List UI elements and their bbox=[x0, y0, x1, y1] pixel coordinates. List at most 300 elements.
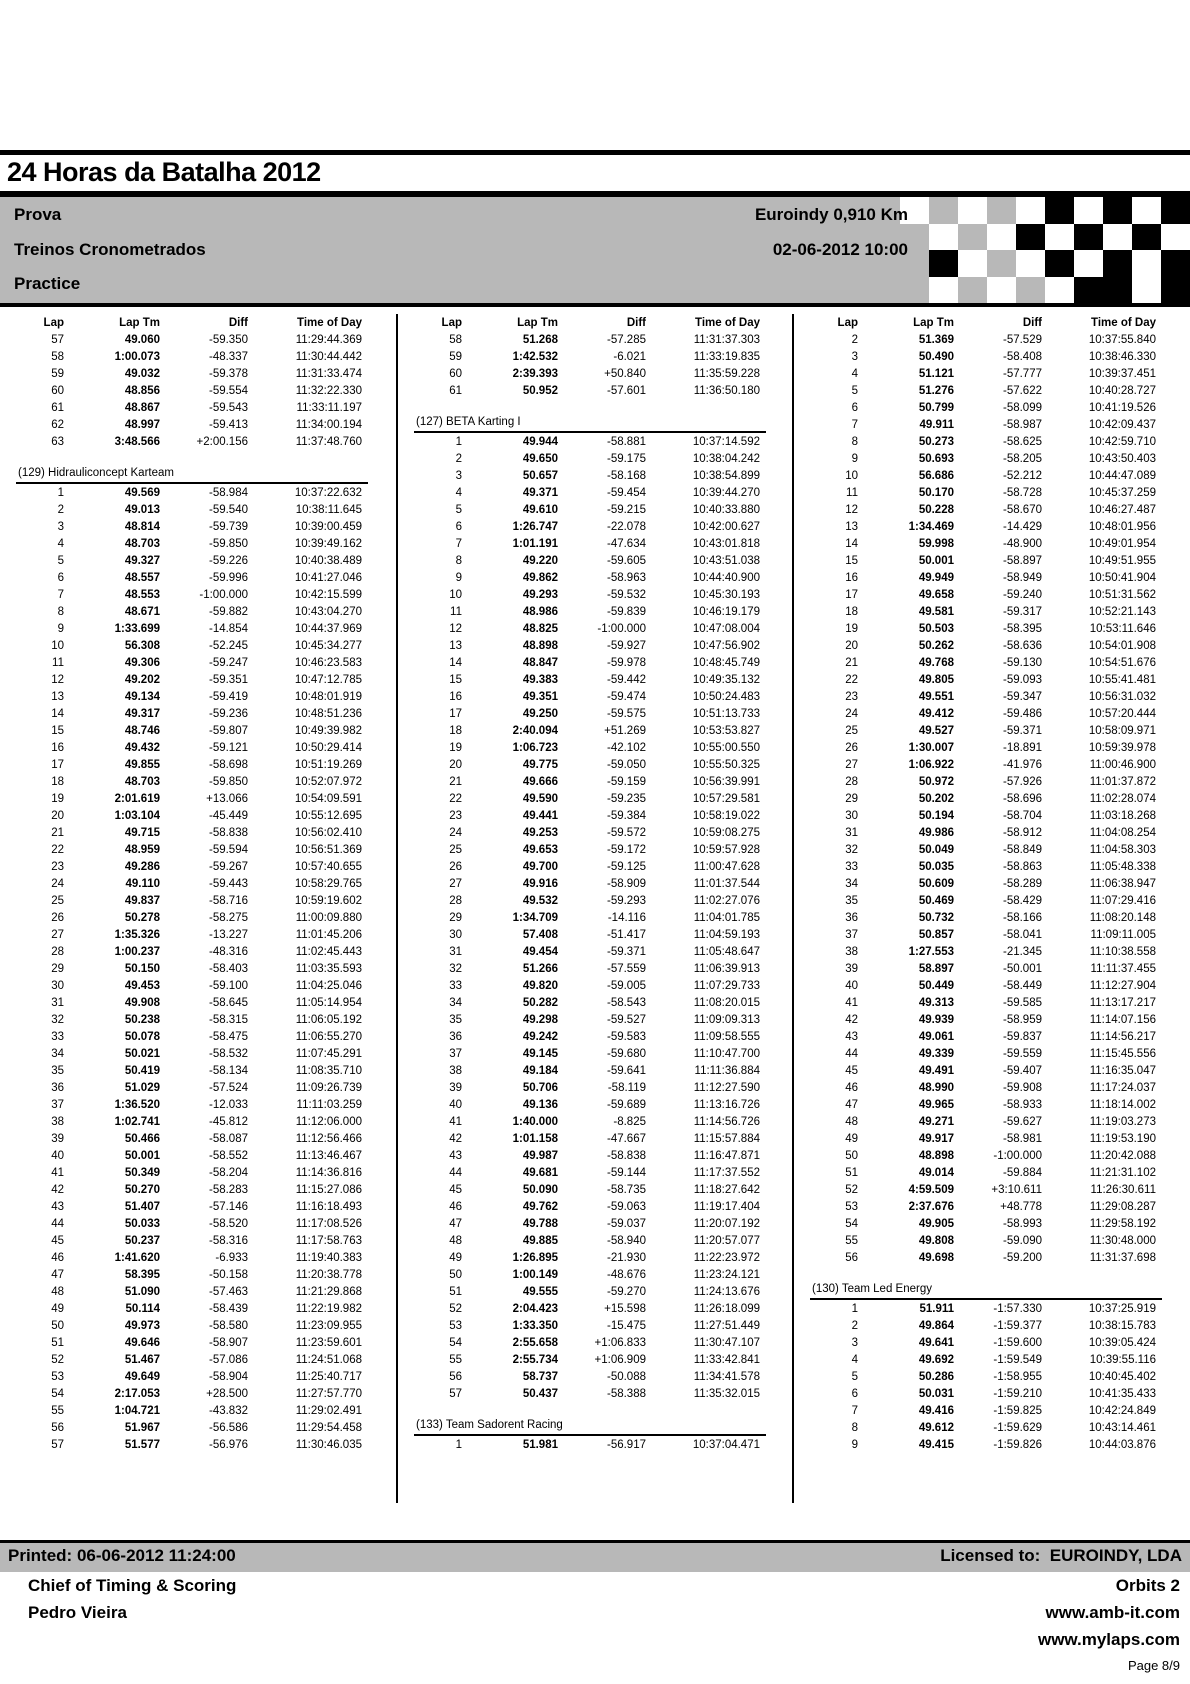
lap-row bbox=[16, 399, 386, 416]
lap-row bbox=[810, 739, 1178, 756]
page-footer bbox=[0, 1540, 1190, 1677]
column-header-diff: Diff bbox=[626, 316, 646, 329]
lap-row bbox=[16, 892, 386, 909]
time-of-day-cell: 11:22:19.982 bbox=[295, 1302, 362, 1315]
flag-square bbox=[1045, 250, 1074, 277]
time-of-day-cell: 10:43:04.270 bbox=[294, 605, 362, 618]
lap-time-cell: 48.986 bbox=[522, 605, 558, 618]
time-of-day-cell: 10:57:29.581 bbox=[692, 792, 760, 805]
lap-number-cell: 9 bbox=[851, 1438, 858, 1451]
diff-cell: -48.316 bbox=[208, 945, 248, 958]
lap-row bbox=[16, 1062, 386, 1079]
column-header-timeofday: Time of Day bbox=[1091, 316, 1156, 329]
lap-time-cell: 49.415 bbox=[918, 1438, 954, 1451]
lap-row bbox=[414, 1436, 782, 1453]
lap-number-cell: 18 bbox=[845, 605, 858, 618]
timing-column-3 bbox=[792, 314, 1188, 1503]
lap-row bbox=[414, 994, 782, 1011]
lap-time-cell: 58.395 bbox=[124, 1268, 160, 1281]
lap-row bbox=[414, 841, 782, 858]
lap-row bbox=[810, 365, 1178, 382]
lap-row bbox=[414, 654, 782, 671]
flag-square bbox=[1161, 277, 1190, 304]
lap-row bbox=[414, 1317, 782, 1334]
lap-number-cell: 37 bbox=[449, 1047, 462, 1060]
lap-time-cell: 50.952 bbox=[522, 384, 558, 397]
lap-row bbox=[414, 1062, 782, 1079]
time-of-day-cell: 11:18:27.642 bbox=[693, 1183, 760, 1196]
lap-row bbox=[810, 1079, 1178, 1096]
diff-cell: -59.005 bbox=[606, 979, 646, 992]
lap-time-cell: 50.114 bbox=[125, 1302, 160, 1315]
lap-number-cell: 46 bbox=[449, 1200, 462, 1213]
lap-row bbox=[16, 977, 386, 994]
lap-row bbox=[810, 1011, 1178, 1028]
lap-time-cell: 50.202 bbox=[918, 792, 954, 805]
lap-time-cell: 51.266 bbox=[522, 962, 558, 975]
lap-row bbox=[16, 807, 386, 824]
lap-number-cell: 40 bbox=[51, 1149, 64, 1162]
lap-number-cell: 24 bbox=[449, 826, 462, 839]
lap-row bbox=[16, 1181, 386, 1198]
lap-row bbox=[16, 586, 386, 603]
lap-number-cell: 23 bbox=[51, 860, 64, 873]
lap-row bbox=[16, 688, 386, 705]
lap-number-cell: 16 bbox=[449, 690, 462, 703]
lap-number-cell: 49 bbox=[449, 1251, 462, 1264]
lap-row bbox=[810, 1351, 1178, 1368]
lap-number-cell: 59 bbox=[449, 350, 462, 363]
lap-time-cell: 49.658 bbox=[918, 588, 954, 601]
diff-cell: -58.904 bbox=[208, 1370, 248, 1383]
lap-row bbox=[810, 620, 1178, 637]
header-fields bbox=[0, 197, 908, 303]
flag-square bbox=[1132, 197, 1161, 224]
diff-cell: +3:10.611 bbox=[991, 1183, 1042, 1196]
time-of-day-cell: 11:09:09.313 bbox=[693, 1013, 760, 1026]
diff-cell: -57.285 bbox=[606, 333, 646, 346]
lap-row bbox=[810, 1147, 1178, 1164]
footer-line bbox=[0, 1599, 1190, 1626]
lap-time-cell: 56.686 bbox=[918, 469, 954, 482]
diff-cell: -52.212 bbox=[1002, 469, 1042, 482]
lap-time-cell: 49.313 bbox=[918, 996, 954, 1009]
flag-square bbox=[1074, 277, 1103, 304]
time-of-day-cell: 10:40:38.489 bbox=[294, 554, 362, 567]
lap-time-cell: 48.703 bbox=[124, 775, 160, 788]
lap-time-cell: 51.967 bbox=[124, 1421, 160, 1434]
time-of-day-cell: 11:04:59.193 bbox=[693, 928, 760, 941]
time-of-day-cell: 10:45:30.193 bbox=[692, 588, 760, 601]
lap-row bbox=[414, 365, 782, 382]
time-of-day-cell: 10:55:12.695 bbox=[294, 809, 362, 822]
time-of-day-cell: 11:08:20.015 bbox=[693, 996, 760, 1009]
diff-cell: -57.146 bbox=[208, 1200, 248, 1213]
time-of-day-cell: 11:14:07.156 bbox=[1089, 1013, 1156, 1026]
lap-number-cell: 44 bbox=[449, 1166, 462, 1179]
time-of-day-cell: 10:40:45.402 bbox=[1088, 1370, 1156, 1383]
diff-cell: -59.884 bbox=[1002, 1166, 1042, 1179]
lap-number-cell: 63 bbox=[51, 435, 64, 448]
lap-time-cell: 49.532 bbox=[522, 894, 558, 907]
footer-right-text: Orbits 2 bbox=[1115, 1575, 1180, 1595]
lap-time-cell: 49.649 bbox=[124, 1370, 160, 1383]
lap-row bbox=[414, 1181, 782, 1198]
diff-cell: -58.698 bbox=[208, 758, 248, 771]
lap-time-cell: 50.273 bbox=[918, 435, 954, 448]
time-of-day-cell: 11:21:31.102 bbox=[1089, 1166, 1156, 1179]
lap-number-cell: 34 bbox=[51, 1047, 64, 1060]
diff-cell: -57.926 bbox=[1002, 775, 1042, 788]
diff-cell: -59.641 bbox=[606, 1064, 646, 1077]
time-of-day-cell: 10:44:40.900 bbox=[692, 571, 760, 584]
diff-cell: -58.283 bbox=[208, 1183, 248, 1196]
lap-time-cell: 49.939 bbox=[918, 1013, 954, 1026]
diff-cell: -59.317 bbox=[1002, 605, 1042, 618]
lap-time-cell: 49.916 bbox=[522, 877, 558, 890]
lap-number-cell: 19 bbox=[51, 792, 64, 805]
time-of-day-cell: 10:49:35.132 bbox=[692, 673, 760, 686]
lap-number-cell: 1 bbox=[57, 486, 64, 499]
lap-number-cell: 2 bbox=[57, 503, 64, 516]
column-header-row bbox=[810, 314, 1178, 331]
lap-number-cell: 9 bbox=[455, 571, 462, 584]
diff-cell: -1:57.330 bbox=[993, 1302, 1042, 1315]
lap-time-cell: 49.060 bbox=[124, 333, 160, 346]
lap-row bbox=[414, 1011, 782, 1028]
diff-cell: -59.585 bbox=[1002, 996, 1042, 1009]
time-of-day-cell: 11:12:27.904 bbox=[1089, 979, 1156, 992]
time-of-day-cell: 11:01:45.206 bbox=[295, 928, 362, 941]
lap-row bbox=[810, 654, 1178, 671]
time-of-day-cell: 11:09:11.005 bbox=[1090, 928, 1156, 941]
lap-time-cell: 49.949 bbox=[918, 571, 954, 584]
lap-row bbox=[16, 722, 386, 739]
lap-row bbox=[810, 756, 1178, 773]
diff-cell: -58.984 bbox=[208, 486, 248, 499]
time-of-day-cell: 11:27:51.449 bbox=[693, 1319, 760, 1332]
lap-number-cell: 2 bbox=[851, 1319, 858, 1332]
lap-row bbox=[810, 688, 1178, 705]
lap-time-cell: 49.944 bbox=[522, 435, 558, 448]
lap-time-cell: 48.898 bbox=[918, 1149, 954, 1162]
lap-time-cell: 49.612 bbox=[918, 1421, 954, 1434]
time-of-day-cell: 10:42:59.710 bbox=[1088, 435, 1156, 448]
lap-number-cell: 28 bbox=[449, 894, 462, 907]
lap-number-cell: 23 bbox=[845, 690, 858, 703]
lap-number-cell: 4 bbox=[455, 486, 462, 499]
time-of-day-cell: 11:33:19.835 bbox=[693, 350, 760, 363]
lap-number-cell: 33 bbox=[51, 1030, 64, 1043]
diff-cell: -59.235 bbox=[606, 792, 646, 805]
lap-time-cell: 49.412 bbox=[918, 707, 954, 720]
time-of-day-cell: 11:16:18.493 bbox=[295, 1200, 362, 1213]
time-of-day-cell: 11:19:53.190 bbox=[1089, 1132, 1156, 1145]
time-of-day-cell: 11:13:16.726 bbox=[693, 1098, 760, 1111]
diff-cell: -50.088 bbox=[606, 1370, 646, 1383]
session-type-label: Practice bbox=[14, 274, 81, 293]
lap-row bbox=[414, 1130, 782, 1147]
diff-cell: -59.689 bbox=[606, 1098, 646, 1111]
diff-cell: -58.205 bbox=[1002, 452, 1042, 465]
lap-time-cell: 48.867 bbox=[124, 401, 160, 414]
lap-row bbox=[414, 790, 782, 807]
time-of-day-cell: 11:21:29.868 bbox=[295, 1285, 362, 1298]
time-of-day-cell: 11:26:18.099 bbox=[693, 1302, 760, 1315]
lap-time-cell: 49.298 bbox=[522, 1013, 558, 1026]
lap-time-cell: 51.090 bbox=[124, 1285, 160, 1298]
flag-square bbox=[987, 197, 1016, 224]
diff-cell: -58.552 bbox=[208, 1149, 248, 1162]
time-of-day-cell: 11:36:50.180 bbox=[693, 384, 760, 397]
lap-time-cell: 50.609 bbox=[918, 877, 954, 890]
time-of-day-cell: 10:38:11.645 bbox=[295, 503, 362, 516]
lap-row bbox=[16, 1147, 386, 1164]
diff-cell: -57.622 bbox=[1002, 384, 1042, 397]
lap-number-cell: 13 bbox=[51, 690, 64, 703]
time-of-day-cell: 11:35:59.228 bbox=[693, 367, 760, 380]
lap-row bbox=[414, 484, 782, 501]
lap-time-cell: 50.449 bbox=[918, 979, 954, 992]
lap-row bbox=[16, 909, 386, 926]
time-of-day-cell: 11:13:46.467 bbox=[295, 1149, 362, 1162]
lap-row bbox=[414, 1147, 782, 1164]
lap-number-cell: 53 bbox=[845, 1200, 858, 1213]
lap-number-cell: 27 bbox=[845, 758, 858, 771]
diff-cell: -59.063 bbox=[606, 1200, 646, 1213]
lap-row bbox=[16, 926, 386, 943]
time-of-day-cell: 10:38:15.783 bbox=[1088, 1319, 1156, 1332]
lap-number-cell: 17 bbox=[845, 588, 858, 601]
lap-time-cell: 50.503 bbox=[918, 622, 954, 635]
diff-cell: -58.881 bbox=[606, 435, 646, 448]
lap-number-cell: 40 bbox=[449, 1098, 462, 1111]
diff-cell: -57.463 bbox=[208, 1285, 248, 1298]
lap-number-cell: 24 bbox=[51, 877, 64, 890]
lap-time-cell: 50.657 bbox=[522, 469, 558, 482]
lap-number-cell: 21 bbox=[449, 775, 462, 788]
lap-number-cell: 18 bbox=[449, 724, 462, 737]
lap-time-cell: 50.049 bbox=[918, 843, 954, 856]
lap-row bbox=[414, 331, 782, 348]
lap-number-cell: 23 bbox=[449, 809, 462, 822]
lap-time-cell: 51.029 bbox=[124, 1081, 160, 1094]
lap-row bbox=[810, 807, 1178, 824]
time-of-day-cell: 10:37:14.592 bbox=[692, 435, 760, 448]
time-of-day-cell: 10:48:01.919 bbox=[294, 690, 362, 703]
lap-time-cell: 49.986 bbox=[918, 826, 954, 839]
time-of-day-cell: 11:34:00.194 bbox=[295, 418, 362, 431]
lap-number-cell: 39 bbox=[51, 1132, 64, 1145]
lap-time-cell: 49.351 bbox=[522, 690, 558, 703]
lap-number-cell: 33 bbox=[845, 860, 858, 873]
lap-time-cell: 49.610 bbox=[522, 503, 558, 516]
diff-cell: -51.417 bbox=[606, 928, 646, 941]
lap-number-cell: 19 bbox=[449, 741, 462, 754]
time-of-day-cell: 11:19:03.273 bbox=[1089, 1115, 1156, 1128]
team-section-header: (127) BETA Karting I bbox=[414, 413, 766, 433]
diff-cell: -47.634 bbox=[606, 537, 646, 550]
lap-time-cell: 49.864 bbox=[918, 1319, 954, 1332]
diff-cell: -58.395 bbox=[1002, 622, 1042, 635]
lap-row bbox=[810, 416, 1178, 433]
lap-number-cell: 47 bbox=[449, 1217, 462, 1230]
diff-cell: -59.200 bbox=[1002, 1251, 1042, 1264]
flag-square bbox=[987, 277, 1016, 304]
lap-number-cell: 26 bbox=[51, 911, 64, 924]
lap-time-cell: 49.917 bbox=[918, 1132, 954, 1145]
time-of-day-cell: 10:41:27.046 bbox=[294, 571, 362, 584]
time-of-day-cell: 10:37:22.632 bbox=[294, 486, 362, 499]
diff-cell: -59.371 bbox=[606, 945, 646, 958]
footer-line bbox=[0, 1626, 1190, 1653]
flag-square bbox=[1132, 277, 1161, 304]
lap-time-cell: 49.383 bbox=[522, 673, 558, 686]
lap-number-cell: 10 bbox=[845, 469, 858, 482]
lap-time-cell: 49.581 bbox=[918, 605, 954, 618]
lap-number-cell: 4 bbox=[851, 367, 858, 380]
lap-time-cell: 49.808 bbox=[918, 1234, 954, 1247]
lap-row bbox=[414, 1096, 782, 1113]
time-of-day-cell: 11:20:42.088 bbox=[1089, 1149, 1156, 1162]
lap-row bbox=[414, 722, 782, 739]
time-of-day-cell: 11:16:47.871 bbox=[693, 1149, 760, 1162]
diff-cell: -58.863 bbox=[1002, 860, 1042, 873]
lap-time-cell: 58.897 bbox=[918, 962, 954, 975]
lap-row bbox=[16, 1283, 386, 1300]
time-of-day-cell: 10:50:41.904 bbox=[1088, 571, 1156, 584]
lap-row bbox=[16, 637, 386, 654]
lap-number-cell: 62 bbox=[51, 418, 64, 431]
flag-square bbox=[1074, 224, 1103, 251]
lap-number-cell: 26 bbox=[449, 860, 462, 873]
column-header-row bbox=[414, 314, 782, 331]
checkered-flag-icon bbox=[900, 197, 1190, 303]
time-of-day-cell: 10:40:28.727 bbox=[1088, 384, 1156, 397]
column-header-lap: Lap bbox=[837, 316, 858, 329]
time-of-day-cell: 11:02:45.443 bbox=[295, 945, 362, 958]
lap-row bbox=[16, 1045, 386, 1062]
diff-cell: -58.728 bbox=[1002, 486, 1042, 499]
flag-square bbox=[1161, 250, 1190, 277]
lap-time-cell: 2:37.676 bbox=[908, 1200, 954, 1213]
diff-cell: +51.269 bbox=[604, 724, 646, 737]
lap-number-cell: 50 bbox=[845, 1149, 858, 1162]
lap-time-cell: 49.013 bbox=[124, 503, 160, 516]
lap-row bbox=[16, 518, 386, 535]
lap-row bbox=[414, 501, 782, 518]
footer-left-text: Pedro Vieira bbox=[28, 1602, 127, 1622]
diff-cell: -59.371 bbox=[1002, 724, 1042, 737]
lap-time-cell: 48.997 bbox=[124, 418, 160, 431]
diff-cell: -45.812 bbox=[208, 1115, 248, 1128]
lap-row bbox=[16, 1079, 386, 1096]
lap-time-cell: 1:04.721 bbox=[114, 1404, 160, 1417]
diff-cell: -58.119 bbox=[607, 1081, 646, 1094]
diff-cell: -59.850 bbox=[208, 775, 248, 788]
lap-number-cell: 8 bbox=[57, 605, 64, 618]
diff-cell: -58.933 bbox=[1002, 1098, 1042, 1111]
lap-number-cell: 11 bbox=[52, 656, 64, 669]
lap-time-cell: 4:59.509 bbox=[908, 1183, 954, 1196]
flag-square bbox=[987, 224, 1016, 251]
lap-row bbox=[810, 1028, 1178, 1045]
lap-time-cell: 49.551 bbox=[918, 690, 954, 703]
lap-number-cell: 52 bbox=[51, 1353, 64, 1366]
lap-row bbox=[414, 1300, 782, 1317]
lap-time-cell: 50.150 bbox=[124, 962, 160, 975]
diff-cell: -59.850 bbox=[208, 537, 248, 550]
lap-row bbox=[16, 1436, 386, 1453]
lap-number-cell: 7 bbox=[851, 418, 858, 431]
diff-cell: -58.909 bbox=[606, 877, 646, 890]
lap-row bbox=[414, 1334, 782, 1351]
lap-time-cell: 48.856 bbox=[124, 384, 160, 397]
lap-number-cell: 60 bbox=[51, 384, 64, 397]
lap-row bbox=[16, 858, 386, 875]
lap-number-cell: 3 bbox=[851, 350, 858, 363]
time-of-day-cell: 11:11:03.259 bbox=[296, 1098, 362, 1111]
lap-row bbox=[414, 603, 782, 620]
lap-time-cell: 49.837 bbox=[124, 894, 160, 907]
lap-number-cell: 25 bbox=[449, 843, 462, 856]
diff-cell: -58.543 bbox=[606, 996, 646, 1009]
lap-number-cell: 1 bbox=[851, 1302, 858, 1315]
time-of-day-cell: 11:04:58.303 bbox=[1089, 843, 1156, 856]
diff-cell: -56.976 bbox=[208, 1438, 248, 1451]
lap-time-cell: 1:06.723 bbox=[512, 741, 558, 754]
flag-square bbox=[958, 197, 987, 224]
time-of-day-cell: 11:17:08.526 bbox=[295, 1217, 362, 1230]
lap-row bbox=[414, 467, 782, 484]
flag-square bbox=[1016, 250, 1045, 277]
lap-row bbox=[16, 739, 386, 756]
lap-number-cell: 12 bbox=[449, 622, 462, 635]
lap-row bbox=[810, 331, 1178, 348]
lap-row bbox=[810, 1130, 1178, 1147]
lap-time-cell: 50.031 bbox=[918, 1387, 954, 1400]
lap-time-cell: 50.282 bbox=[522, 996, 558, 1009]
time-of-day-cell: 11:29:02.491 bbox=[295, 1404, 362, 1417]
lap-time-cell: 49.416 bbox=[918, 1404, 954, 1417]
lap-number-cell: 29 bbox=[845, 792, 858, 805]
lap-time-cell: 49.698 bbox=[918, 1251, 954, 1264]
lap-row bbox=[414, 1232, 782, 1249]
flag-square bbox=[1045, 277, 1074, 304]
diff-cell: -12.033 bbox=[208, 1098, 248, 1111]
diff-cell: -59.270 bbox=[606, 1285, 646, 1298]
lap-time-cell: 50.857 bbox=[918, 928, 954, 941]
diff-cell: -58.716 bbox=[208, 894, 248, 907]
footer-left-text: Chief of Timing & Scoring bbox=[28, 1575, 237, 1595]
lap-number-cell: 54 bbox=[51, 1387, 64, 1400]
lap-number-cell: 1 bbox=[455, 1438, 462, 1451]
lap-number-cell: 2 bbox=[455, 452, 462, 465]
time-of-day-cell: 11:06:55.270 bbox=[295, 1030, 362, 1043]
lap-row bbox=[810, 399, 1178, 416]
time-of-day-cell: 10:46:27.487 bbox=[1088, 503, 1156, 516]
time-of-day-cell: 10:54:01.908 bbox=[1088, 639, 1156, 652]
flag-square bbox=[929, 250, 958, 277]
lap-row bbox=[16, 1249, 386, 1266]
lap-number-cell: 8 bbox=[851, 435, 858, 448]
lap-number-cell: 45 bbox=[845, 1064, 858, 1077]
lap-time-cell: 49.184 bbox=[522, 1064, 558, 1077]
lap-time-cell: 50.001 bbox=[124, 1149, 160, 1162]
lap-number-cell: 34 bbox=[845, 877, 858, 890]
lap-row bbox=[16, 824, 386, 841]
time-of-day-cell: 10:50:29.414 bbox=[294, 741, 362, 754]
